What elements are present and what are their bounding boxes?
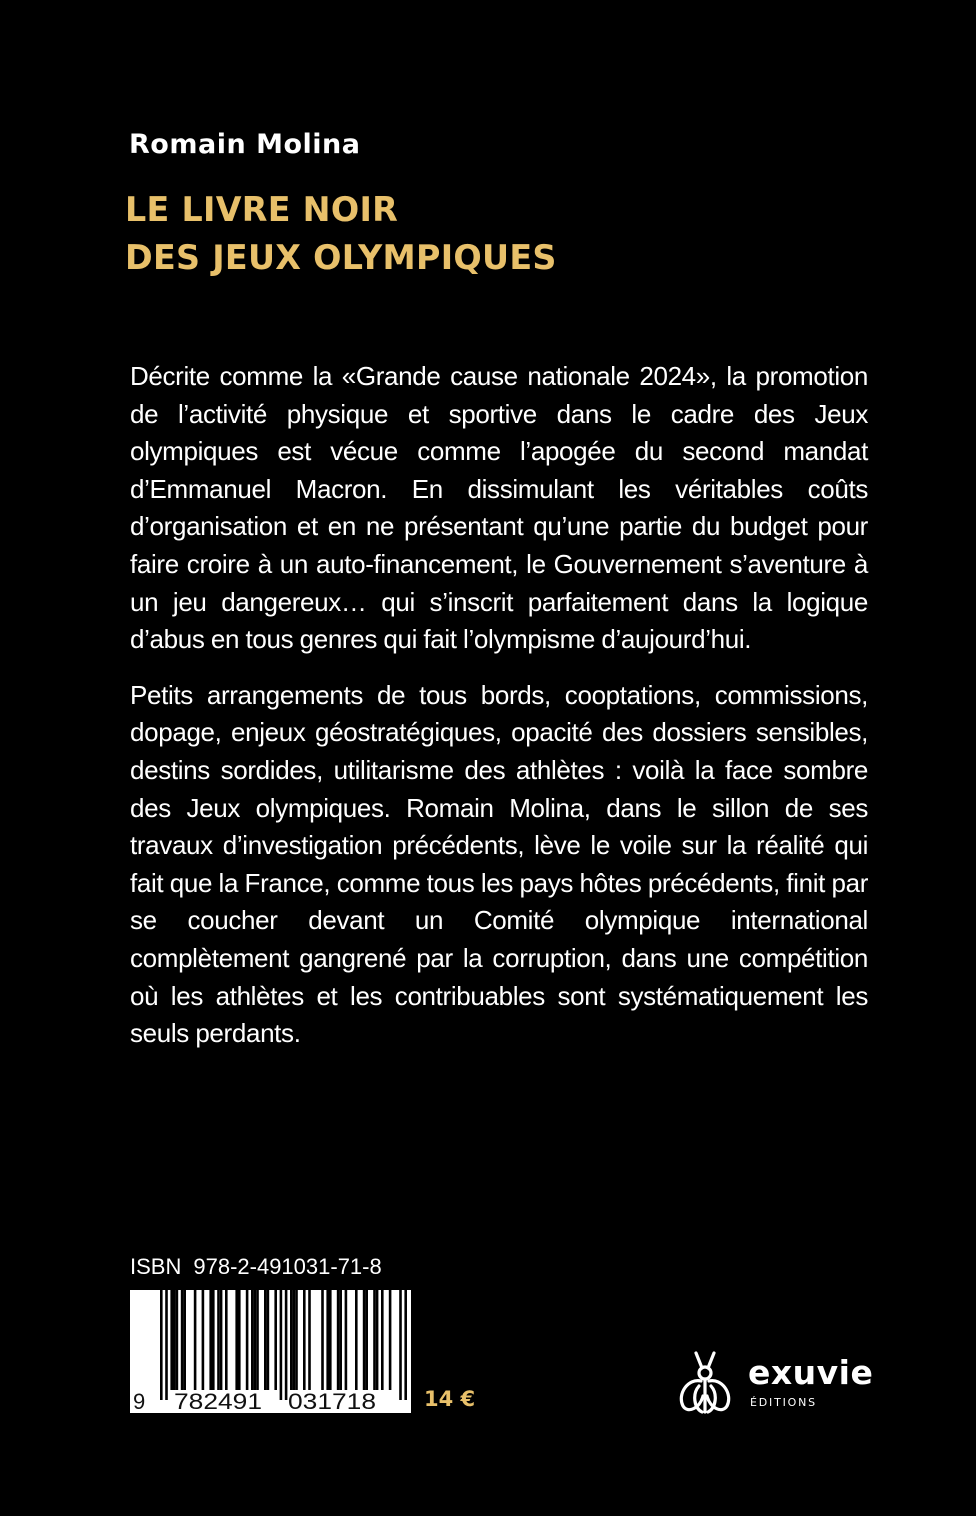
barcode-bar xyxy=(339,1290,342,1390)
barcode-bar xyxy=(160,1290,163,1400)
barcode-bar xyxy=(381,1290,384,1390)
price: 14 € xyxy=(424,1387,476,1411)
barcode-bar xyxy=(209,1290,212,1390)
barcode-bar xyxy=(355,1290,358,1390)
barcode-bar xyxy=(173,1290,176,1390)
blurb-paragraph: Petits arrangements de tous bords, cooptations, commissions, dopage, enjeux géostratégiques, opacité des dossiers sensibles, destins sordides, utilitarisme des athlètes : voilà la face sombre des Jeux olympiques. Romain Molina, dans le sillon de ses travaux d’investigation précédents, lève le voile sur la réalité qui fait que la France, comme tous les pays hôtes précédents, finit par se coucher devant un Comité olympique international complètement gangrené par la corruption, dans une compétition où les athlètes et les contribuables sont systématiquement les seuls perdants. xyxy=(130,679,868,1049)
barcode-graphic xyxy=(130,1290,411,1413)
barcode-left-digits: 782491 xyxy=(174,1389,262,1413)
barcode-bar xyxy=(264,1290,267,1390)
insect-icon xyxy=(674,1350,736,1416)
barcode-bar xyxy=(165,1290,168,1400)
isbn xyxy=(130,1252,382,1282)
barcode-bar xyxy=(251,1290,254,1390)
book-title xyxy=(125,186,557,282)
barcode-bar xyxy=(308,1290,311,1390)
barcode-bar xyxy=(293,1290,296,1390)
barcode-bar xyxy=(321,1290,324,1390)
publisher-logo xyxy=(674,1350,874,1420)
publisher-subtitle: ÉDITIONS xyxy=(750,1396,817,1409)
barcode-bar xyxy=(329,1290,332,1390)
barcode-bar xyxy=(363,1290,366,1390)
barcode-bar xyxy=(256,1290,259,1390)
barcode-bar xyxy=(235,1290,238,1390)
barcode-bar xyxy=(285,1290,288,1400)
barcode-bar xyxy=(183,1290,186,1390)
barcode-bar xyxy=(212,1290,215,1390)
barcode-bar xyxy=(267,1290,270,1390)
publisher-name: exuvie xyxy=(748,1353,874,1392)
barcode-bar xyxy=(365,1290,368,1390)
barcode xyxy=(130,1290,411,1413)
barcode-bar xyxy=(246,1290,249,1390)
barcode-bar xyxy=(176,1290,179,1390)
barcode-bar xyxy=(399,1290,402,1400)
barcode-bar xyxy=(238,1290,241,1390)
author-name: Romain Molina xyxy=(129,129,361,160)
barcode-bar xyxy=(220,1290,223,1390)
barcode-bar xyxy=(303,1290,306,1390)
barcode-bar xyxy=(274,1290,277,1390)
barcode-bar xyxy=(202,1290,205,1390)
isbn-label: ISBN xyxy=(130,1254,182,1279)
barcode-bar xyxy=(295,1290,298,1390)
barcode-bar xyxy=(326,1290,329,1390)
barcode-bar xyxy=(217,1290,220,1390)
barcode-bar xyxy=(290,1290,293,1390)
blurb xyxy=(130,358,868,1053)
barcode-bar xyxy=(194,1290,197,1390)
barcode-right-digits: 031718 xyxy=(288,1389,376,1413)
barcode-bar xyxy=(280,1290,283,1400)
barcode-bar xyxy=(376,1290,379,1390)
blurb-paragraph: Décrite comme la «Grande cause nationale 2024», la promotion de l’activité physique et sportive dans le cadre des Jeux olympiques est vécue comme l’apogée du second mandat d’Emmanuel Macron. En dissimulant les véritables coûts d’organisation et en ne présentant qu’une partie du budget pour faire croire à un auto-financement, le Gouvernement s’aventure à un jeu dangereux… qui s’inscrit parfaitement dans la logique d’abus en tous genres qui fait l’olympisme d’aujourd’hui. xyxy=(130,361,868,655)
barcode-bar xyxy=(389,1290,392,1390)
barcode-bar xyxy=(170,1290,173,1390)
barcode-first-digit: 9 xyxy=(133,1389,146,1413)
barcode-bar xyxy=(181,1290,184,1390)
isbn-number: 978-2-491031-71-8 xyxy=(193,1254,382,1279)
barcode-bar xyxy=(345,1290,348,1390)
barcode-bar xyxy=(404,1290,407,1400)
book-title-line: DES JEUX OLYMPIQUES xyxy=(125,238,557,278)
barcode-bar xyxy=(225,1290,228,1390)
book-title-line: LE LIVRE NOIR xyxy=(125,190,399,230)
barcode-bar xyxy=(254,1290,257,1390)
barcode-bar xyxy=(373,1290,376,1390)
barcode-bar xyxy=(337,1290,340,1390)
